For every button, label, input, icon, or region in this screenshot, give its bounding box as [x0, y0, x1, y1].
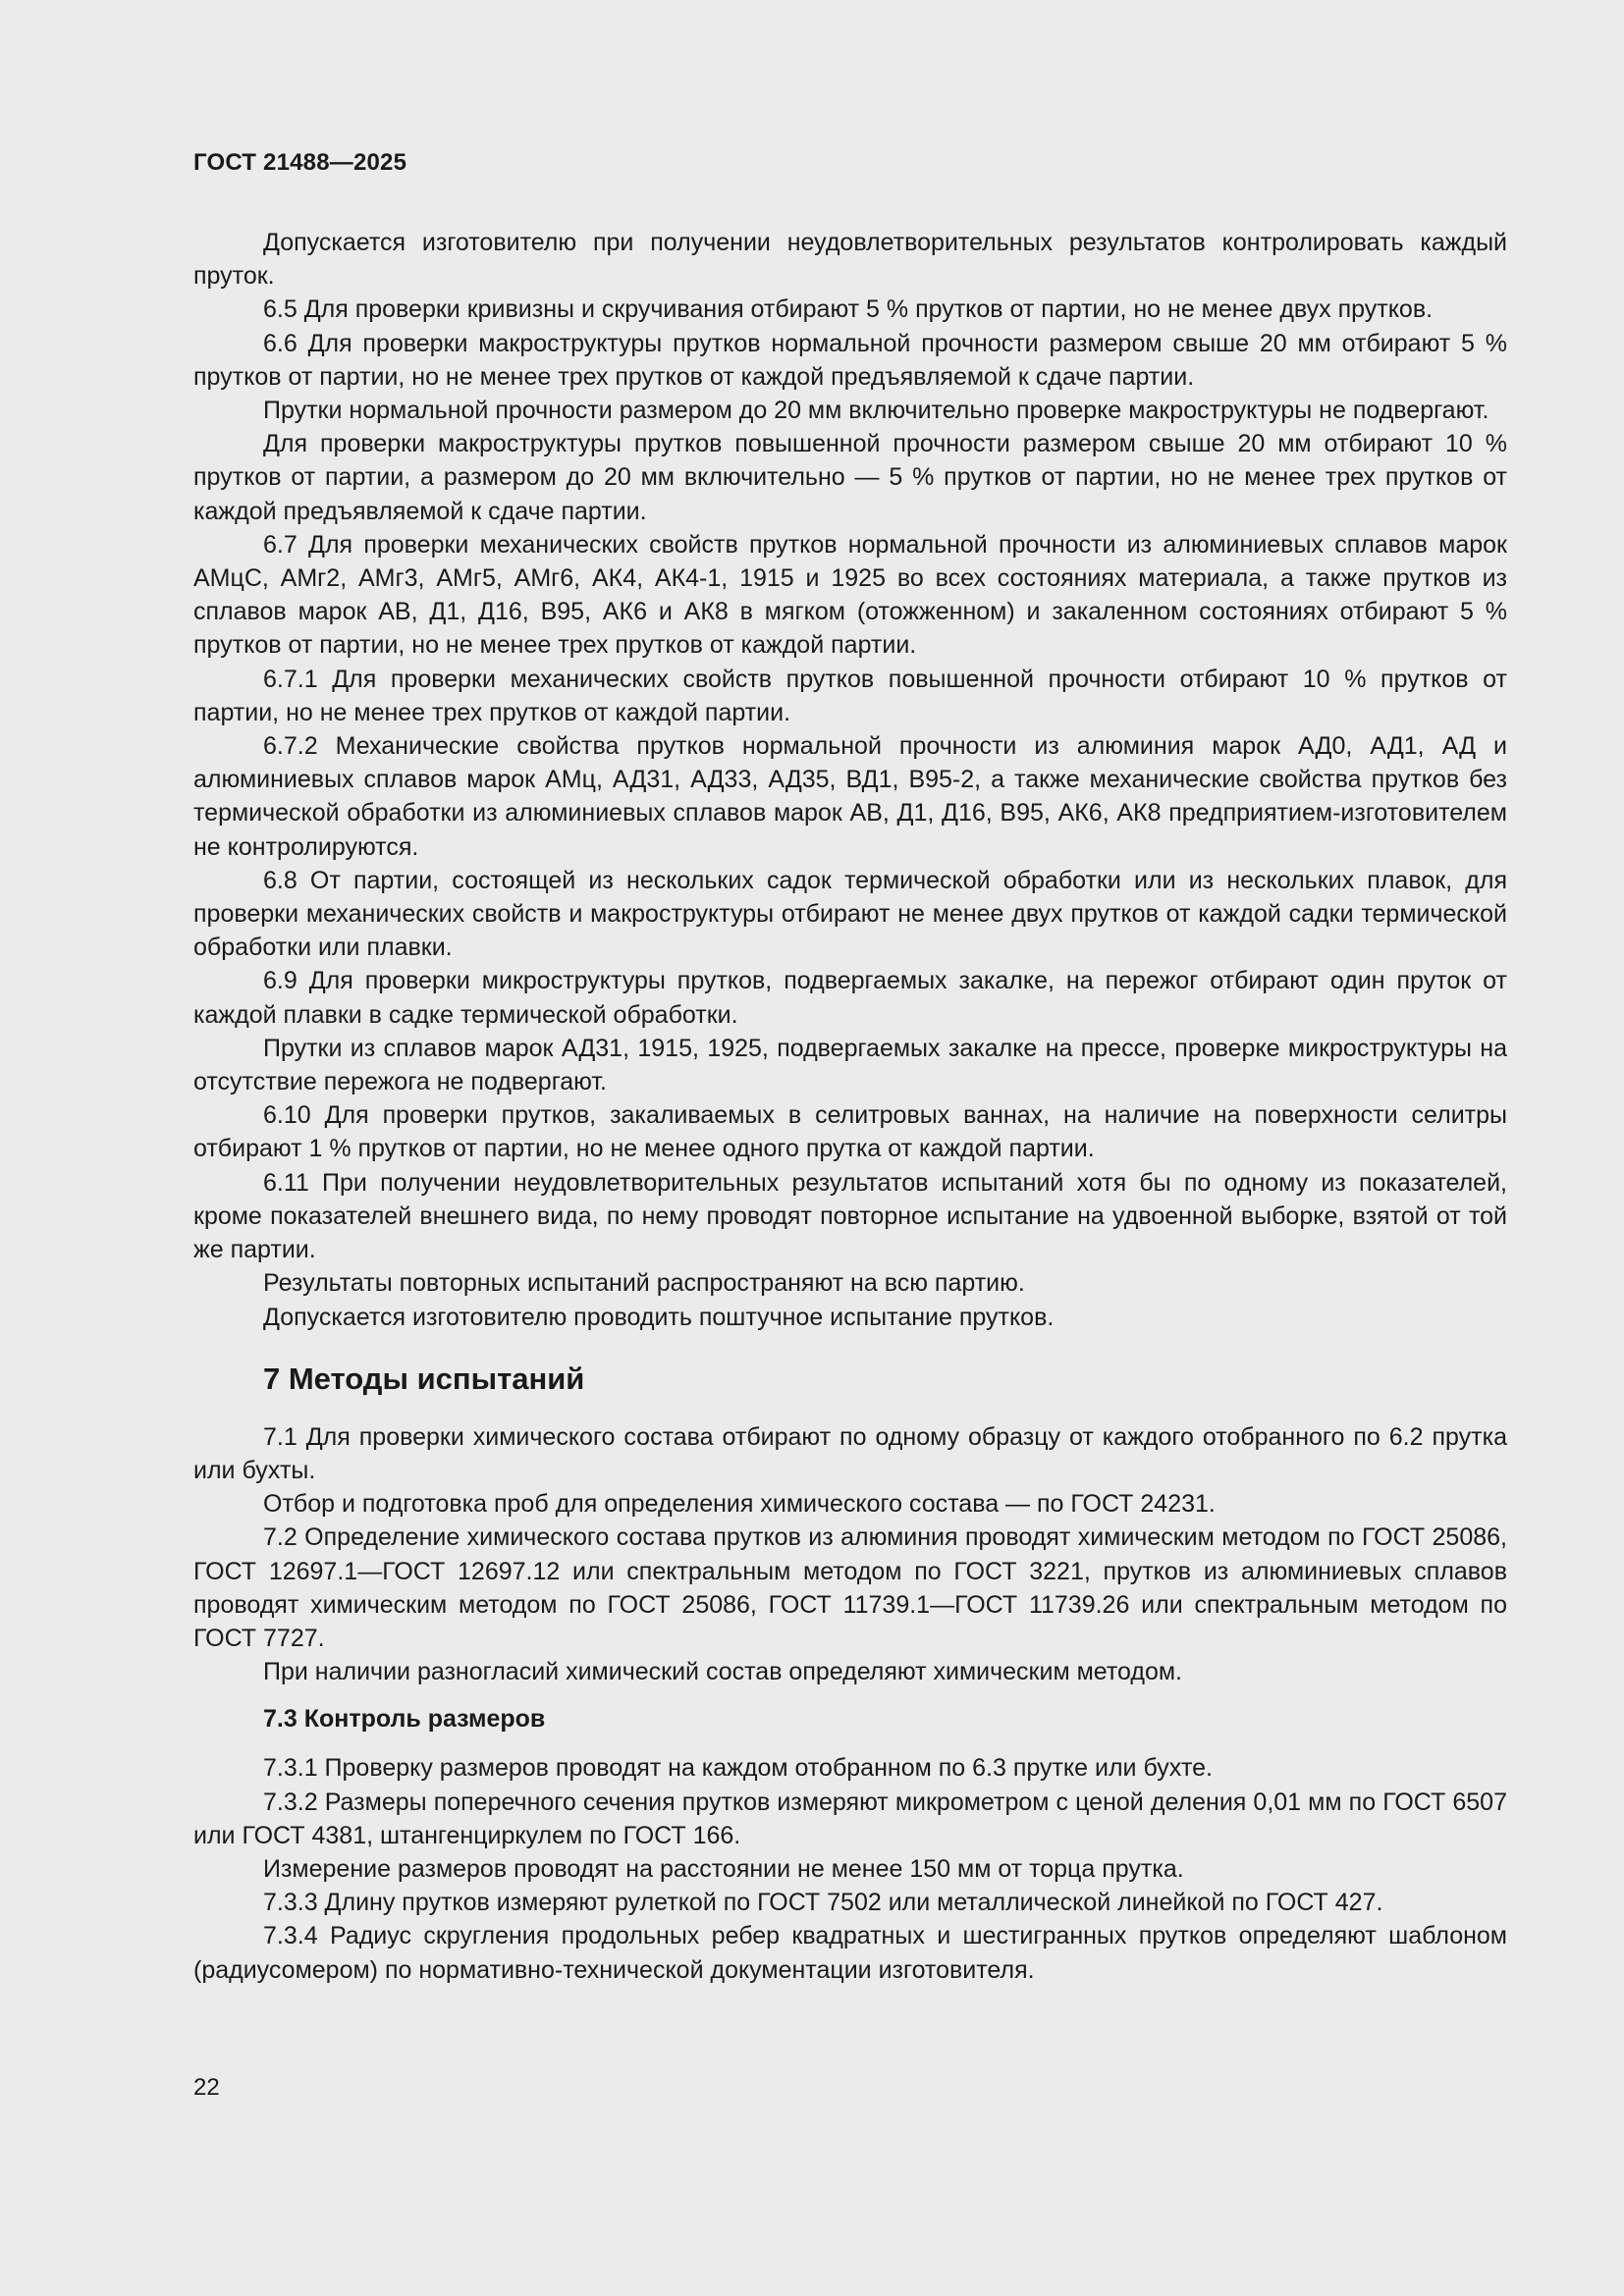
paragraph-6-6: 6.6 Для проверки макроструктуры прутков нормальной прочности размером свыше 20 мм отбирают 5 % прутков от партии, но не менее трех прутков от каждой предъявляемой к сдаче партии. — [193, 329, 1507, 391]
paragraph-6-7-1: 6.7.1 Для проверки механических свойств прутков повышенной прочности отбирают 10 % прутков от партии, но не менее трех прутков от каждой партии. — [193, 665, 1507, 726]
paragraph-6-7-2: 6.7.2 Механические свойства прутков нормальной прочности из алюминия марок АД0, АД1, АД и алюминиевых сплавов марок АМц, АД31, АД33, АД35, ВД1, В95-2, а также механические свойства прутков без термической обработки из алюминиевых сплавов марок АВ, Д1, Д16, В95, АК6, АК8 предприятием-изготовителем не контролируются. — [193, 732, 1507, 861]
paragraph-6-7: 6.7 Для проверки механических свойств прутков нормальной прочности из алюминиевых сплавов марок АМцС, АМг2, АМг3, АМг5, АМг6, АК4, АК4-1, 1915 и 1925 во всех состояниях материала, а также прутков из сплавов марок АВ, Д1, Д16, В95, АК6 и АК8 в мягком (отожженном) и закаленном состояниях отбирают 5 % прутков от партии, но не менее трех прутков от каждой партии. — [193, 530, 1507, 660]
paragraph: Допускается изготовителю при получении неудовлетворительных результатов контролировать каждый пруток. — [193, 229, 1507, 291]
paragraph-6-5: 6.5 Для проверки кривизны и скручивания отбирают 5 % прутков от партии, но не менее двух прутков. — [263, 295, 1434, 324]
paragraph-6-9: 6.9 Для проверки микроструктуры прутков, подвергаемых закалке, на пережог отбирают один пруток от каждой плавки в садке термической обработки. — [193, 967, 1507, 1029]
paragraph-6-10: 6.10 Для проверки прутков, закаливаемых в селитровых ваннах, на наличие на поверхности селитры отбирают 1 % прутков от партии, но не менее одного прутка от каждой партии. — [193, 1101, 1507, 1163]
paragraph-6-8: 6.8 От партии, состоящей из нескольких садок термической обработки или из нескольких плавок, для проверки механических свойств и макроструктуры отбирают не менее двух прутков от каждой садки термической обработки или плавки. — [193, 866, 1507, 962]
paragraph: Результаты повторных испытаний распространяют на всю партию. — [263, 1269, 1025, 1298]
paragraph: Прутки нормальной прочности размером до 20 мм включительно проверке макроструктуры не подвергают. — [263, 397, 1489, 425]
paragraph-7-3-1: 7.3.1 Проверку размеров проводят на каждом отобранном по 6.3 прутке или бухте. — [263, 1754, 1213, 1783]
paragraph: При наличии разногласий химический состав определяют химическим методом. — [263, 1658, 1182, 1686]
paragraph-7-1: 7.1 Для проверки химического состава отбирают по одному образцу от каждого отобранного по 6.2 прутка или бухты. — [193, 1422, 1507, 1484]
paragraph-7-3-2: 7.3.2 Размеры поперечного сечения прутков измеряют микрометром с ценой деления 0,01 мм по ГОСТ 6507 или ГОСТ 4381, штангенциркулем по ГОСТ 166. — [193, 1788, 1507, 1849]
document-header: ГОСТ 21488—2025 — [193, 149, 407, 176]
paragraph: Отбор и подготовка проб для определения химического состава — по ГОСТ 24231. — [263, 1490, 1216, 1519]
page-number: 22 — [193, 2074, 220, 2101]
paragraph: Для проверки макроструктуры прутков повышенной прочности размером свыше 20 мм отбирают 10 % прутков от партии, а размером до 20 мм включительно — 5 % прутков от партии, но не менее трех прутков от каждой предъявляемой к сдаче партии. — [193, 430, 1507, 525]
document-body — [193, 226, 1507, 1987]
paragraph: Допускается изготовителю проводить поштучное испытание прутков. — [263, 1303, 1055, 1331]
paragraph-6-11: 6.11 При получении неудовлетворительных результатов испытаний хотя бы по одному из показателей, кроме показателей внешнего вида, по нему проводят повторное испытание на удвоенной выборке, взятой от той же партии. — [193, 1168, 1507, 1264]
paragraph-7-3-3: 7.3.3 Длину прутков измеряют рулеткой по ГОСТ 7502 или металлической линейкой по ГОСТ 427. — [263, 1889, 1383, 1917]
paragraph-7-2: 7.2 Определение химического состава прутков из алюминия проводят химическим методом по ГОСТ 25086, ГОСТ 12697.1—ГОСТ 12697.12 или спектральным методом по ГОСТ 3221, прутков из алюминиевых сплавов проводят химическим методом по ГОСТ 25086, ГОСТ 11739.1—ГОСТ 11739.26 или спектральным методом по ГОСТ 7727. — [193, 1523, 1507, 1652]
paragraph-7-3-4: 7.3.4 Радиус скругления продольных ребер квадратных и шестигранных прутков определяют шаблоном (радиусомером) по нормативно-технической документации изготовителя. — [193, 1922, 1507, 1984]
paragraph: Измерение размеров проводят на расстоянии не менее 150 мм от торца прутка. — [263, 1854, 1184, 1883]
paragraph: Прутки из сплавов марок АД31, 1915, 1925, подвергаемых закалке на прессе, проверке микроструктуры на отсутствие пережога не подвергают. — [193, 1034, 1507, 1096]
subsection-title-7-3: 7.3 Контроль размеров — [263, 1705, 546, 1734]
section-title-7: 7 Методы испытаний — [263, 1361, 585, 1396]
